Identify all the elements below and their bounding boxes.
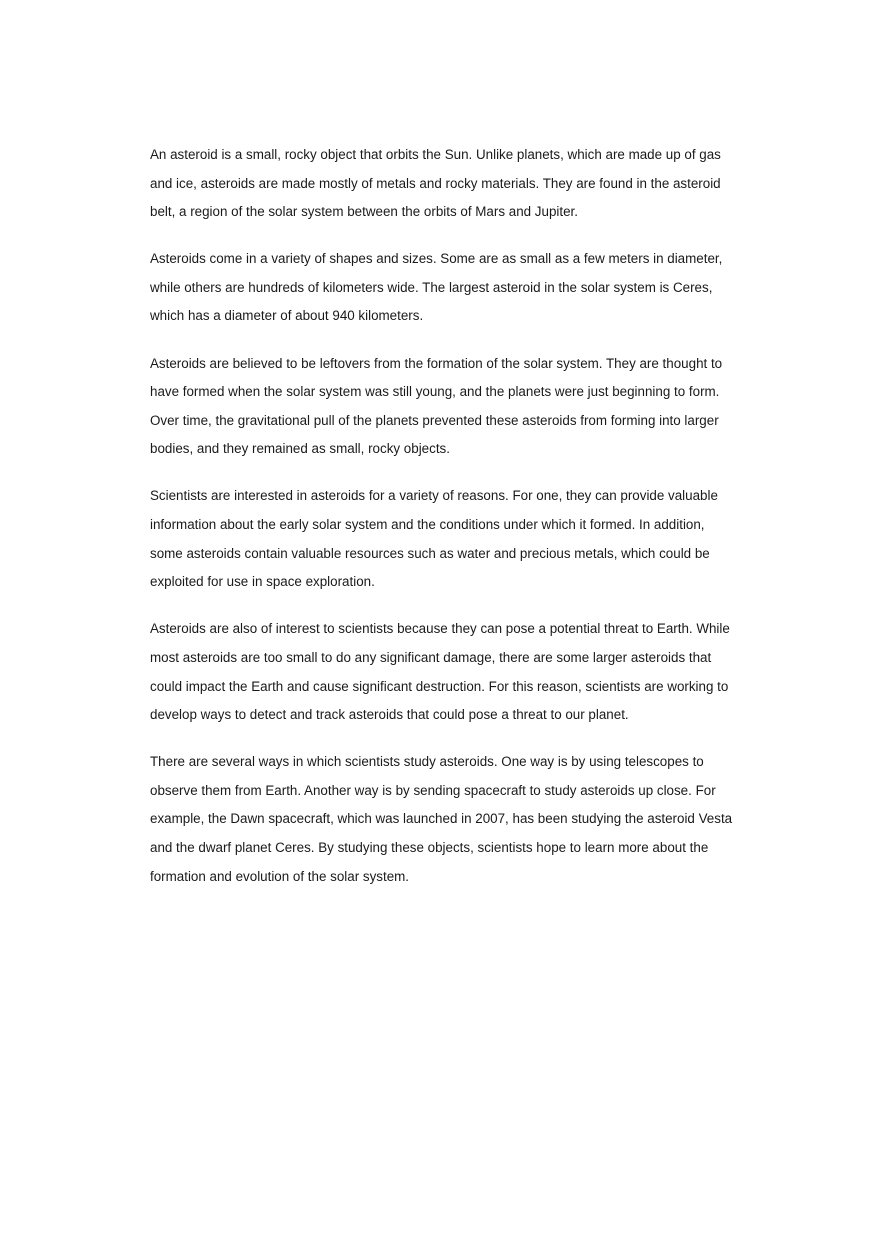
- paragraph-2: Asteroids come in a variety of shapes and sizes. Some are as small as a few meters in diameter, while others are hundreds of kilometers wide. The largest asteroid in the solar system is Ceres, which has a diameter of about 940 kilometers.: [150, 251, 723, 324]
- paragraph-1: An asteroid is a small, rocky object that orbits the Sun. Unlike planets, which are made up of gas and ice, asteroids are made mostly of metals and rocky materials. They are found in the asteroid belt, a region of the solar system between the orbits of Mars and Jupiter.: [150, 147, 721, 220]
- paragraph-4: Scientists are interested in asteroids for a variety of reasons. For one, they can provide valuable information about the early solar system and the conditions under which it formed. In addition, some asteroids contain valuable resources such as water and precious metals, which could be exploited for use in space exploration.: [150, 488, 718, 590]
- paragraph-6: There are several ways in which scientists study asteroids. One way is by using telescopes to observe them from Earth. Another way is by sending spacecraft to study asteroids up close. For example, the Dawn spacecraft, which was launched in 2007, has been studying the asteroid Vesta and the dwarf planet Ceres. By studying these objects, scientists hope to learn more about the formation and evolution of the solar system.: [150, 754, 733, 884]
- paragraph-3: Asteroids are believed to be leftovers from the formation of the solar system. They are thought to have formed when the solar system was still young, and the planets were just beginning to form. Over time, the gravitational pull of the planets prevented these asteroids from forming into larger bodies, and they remained as small, rocky objects.: [150, 355, 723, 457]
- document-body: [150, 141, 736, 910]
- paragraph-5: Asteroids are also of interest to scientists because they can pose a potential threat to Earth. While most asteroids are too small to do any significant damage, there are some larger asteroids that could impact the Earth and cause significant destruction. For this reason, scientists are working to develop ways to detect and track asteroids that could pose a threat to our planet.: [150, 621, 730, 723]
